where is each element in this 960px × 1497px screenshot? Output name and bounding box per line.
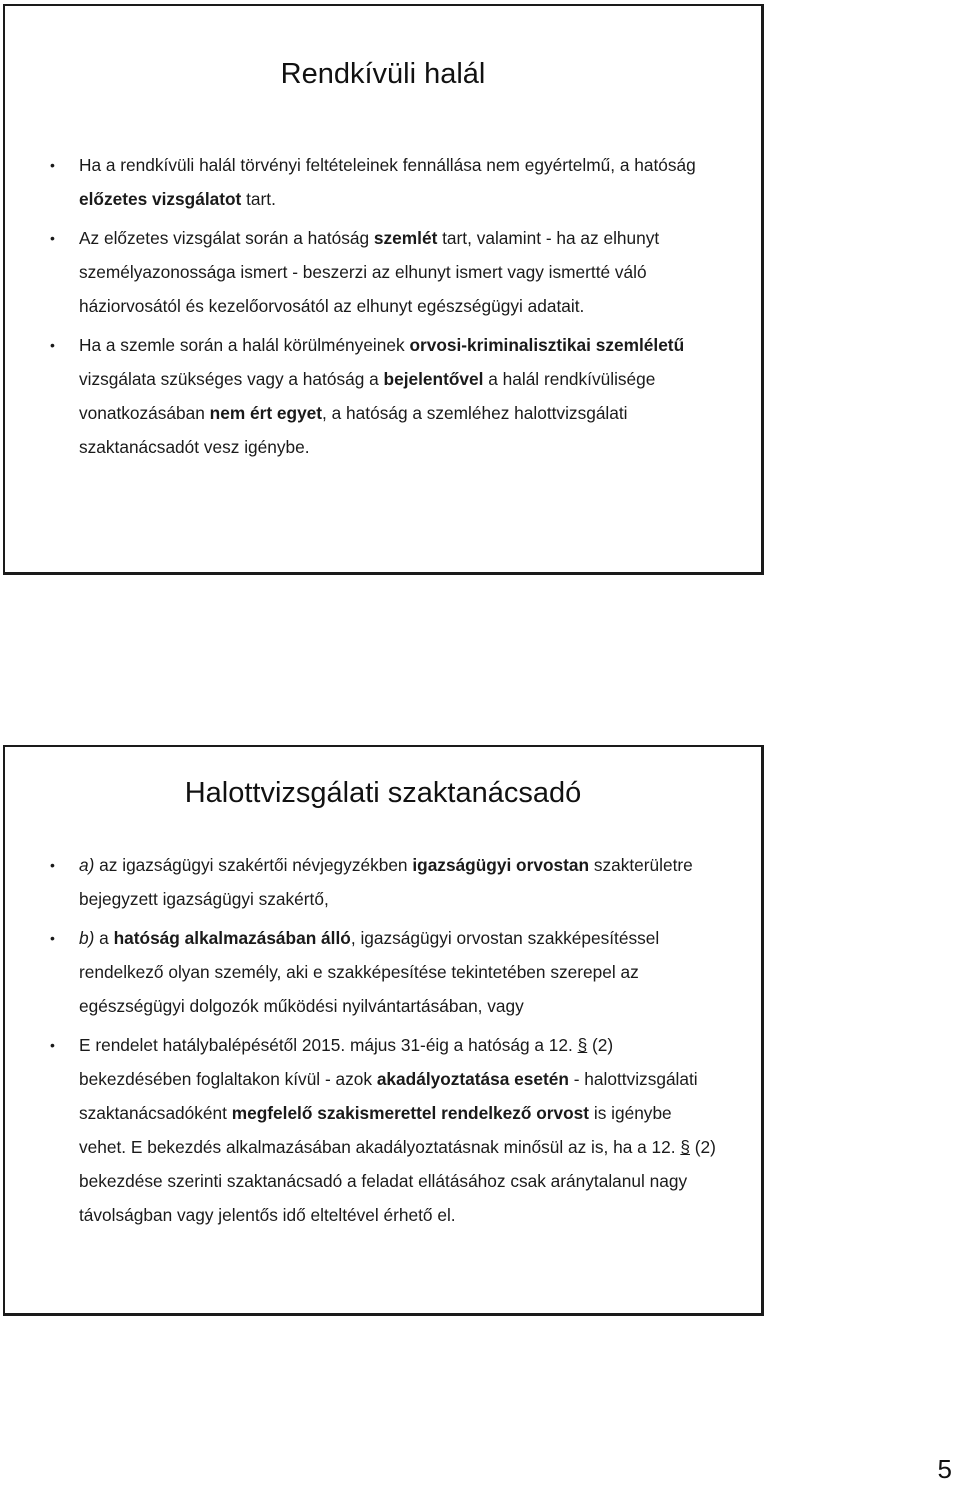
slide-1 <box>3 4 764 575</box>
text-run: akadályoztatása esetén <box>376 1069 569 1089</box>
text-run: a halál rendkívülisége vonatkozásában <box>79 369 656 423</box>
text-run: is igénybe vehet. E bekezdés alkalmazásában akadályoztatásnak minősül az is, ha a 12. <box>79 1103 681 1157</box>
text-run: szemlét <box>373 228 438 248</box>
text-run: hatóság alkalmazásában álló <box>113 928 351 948</box>
slide-2 <box>3 745 764 1316</box>
text-run: , a hatóság a szemléhez halottvizsgálati szaktanácsadót vesz igénybe. <box>79 403 628 457</box>
text-run: Ha a szemle során a halál körülményeinek <box>79 335 410 355</box>
text-run: vizsgálata szükséges vagy a hatóság a <box>79 369 384 389</box>
bullet-item <box>5 1028 761 1232</box>
text-run: előzetes vizsgálatot <box>79 189 242 209</box>
bullet-item <box>5 848 761 916</box>
text-run: Az előzetes vizsgálat során a hatóság <box>79 228 374 248</box>
bullet-item <box>5 328 761 464</box>
text-run: (2) bekezdésében foglaltakon kívül - azok <box>79 1035 614 1089</box>
page-number: 5 <box>937 1454 952 1484</box>
bullet-item <box>5 921 761 1023</box>
bullet-item <box>5 221 761 323</box>
text-run: a) <box>79 855 95 875</box>
text-run: nem ért egyet <box>209 403 323 423</box>
text-run: b) <box>79 928 95 948</box>
bullet-item <box>5 148 761 216</box>
slide-title: Halottvizsgálati szaktanácsadó <box>184 777 582 809</box>
slide-title: Rendkívüli halál <box>280 58 486 90</box>
text-run: megfelelő szakismerettel rendelkező orvost <box>231 1103 590 1123</box>
text-run: - halottvizsgálati szaktanácsadóként <box>79 1069 698 1123</box>
text-run: § <box>577 1035 588 1055</box>
text-run: tart, valamint - ha az elhunyt személyazonossága ismert - beszerzi az elhunyt ismert vagy ismertté váló háziorvosától és kezelőorvosától az elhunyt egészségügyi adatait. <box>79 228 660 316</box>
bullet-icon: • <box>50 230 55 246</box>
text-run: az igazságügyi szakértői névjegyzékben <box>94 855 413 875</box>
text-run: a <box>94 928 114 948</box>
text-run: (2) bekezdése szerinti szaktanácsadó a feladat ellátásához csak aránytalanul nagy távolságban vagy jelentős idő elteltével érhető el. <box>79 1137 716 1225</box>
bullet-list <box>5 848 761 1237</box>
bullet-icon: • <box>50 337 55 353</box>
text-run: tart. <box>241 189 276 209</box>
text-run: E rendelet hatálybalépésétől 2015. május 31-éig a hatóság a 12. <box>79 1035 578 1055</box>
text-run: orvosi-kriminalisztikai szemléletű <box>409 335 685 355</box>
text-run: bejelentővel <box>383 369 484 389</box>
text-run: igazságügyi orvostan <box>412 855 590 875</box>
text-run: § <box>680 1137 690 1157</box>
bullet-icon: • <box>50 1037 55 1053</box>
bullet-icon: • <box>50 157 55 173</box>
bullet-icon: • <box>50 857 55 873</box>
text-run: szakterületre bejegyzett igazságügyi szakértő, <box>79 855 693 909</box>
bullet-icon: • <box>50 930 55 946</box>
text-run: Ha a rendkívüli halál törvényi feltételeinek fennállása nem egyértelmű, a hatóság <box>79 155 696 175</box>
text-run: , igazságügyi orvostan szakképesítéssel rendelkező olyan személy, aki e szakképesítése tekintetében szerepel az egészségügyi dolgozók működési nyilvántartásában, vagy <box>79 928 660 1016</box>
bullet-list <box>5 148 761 469</box>
